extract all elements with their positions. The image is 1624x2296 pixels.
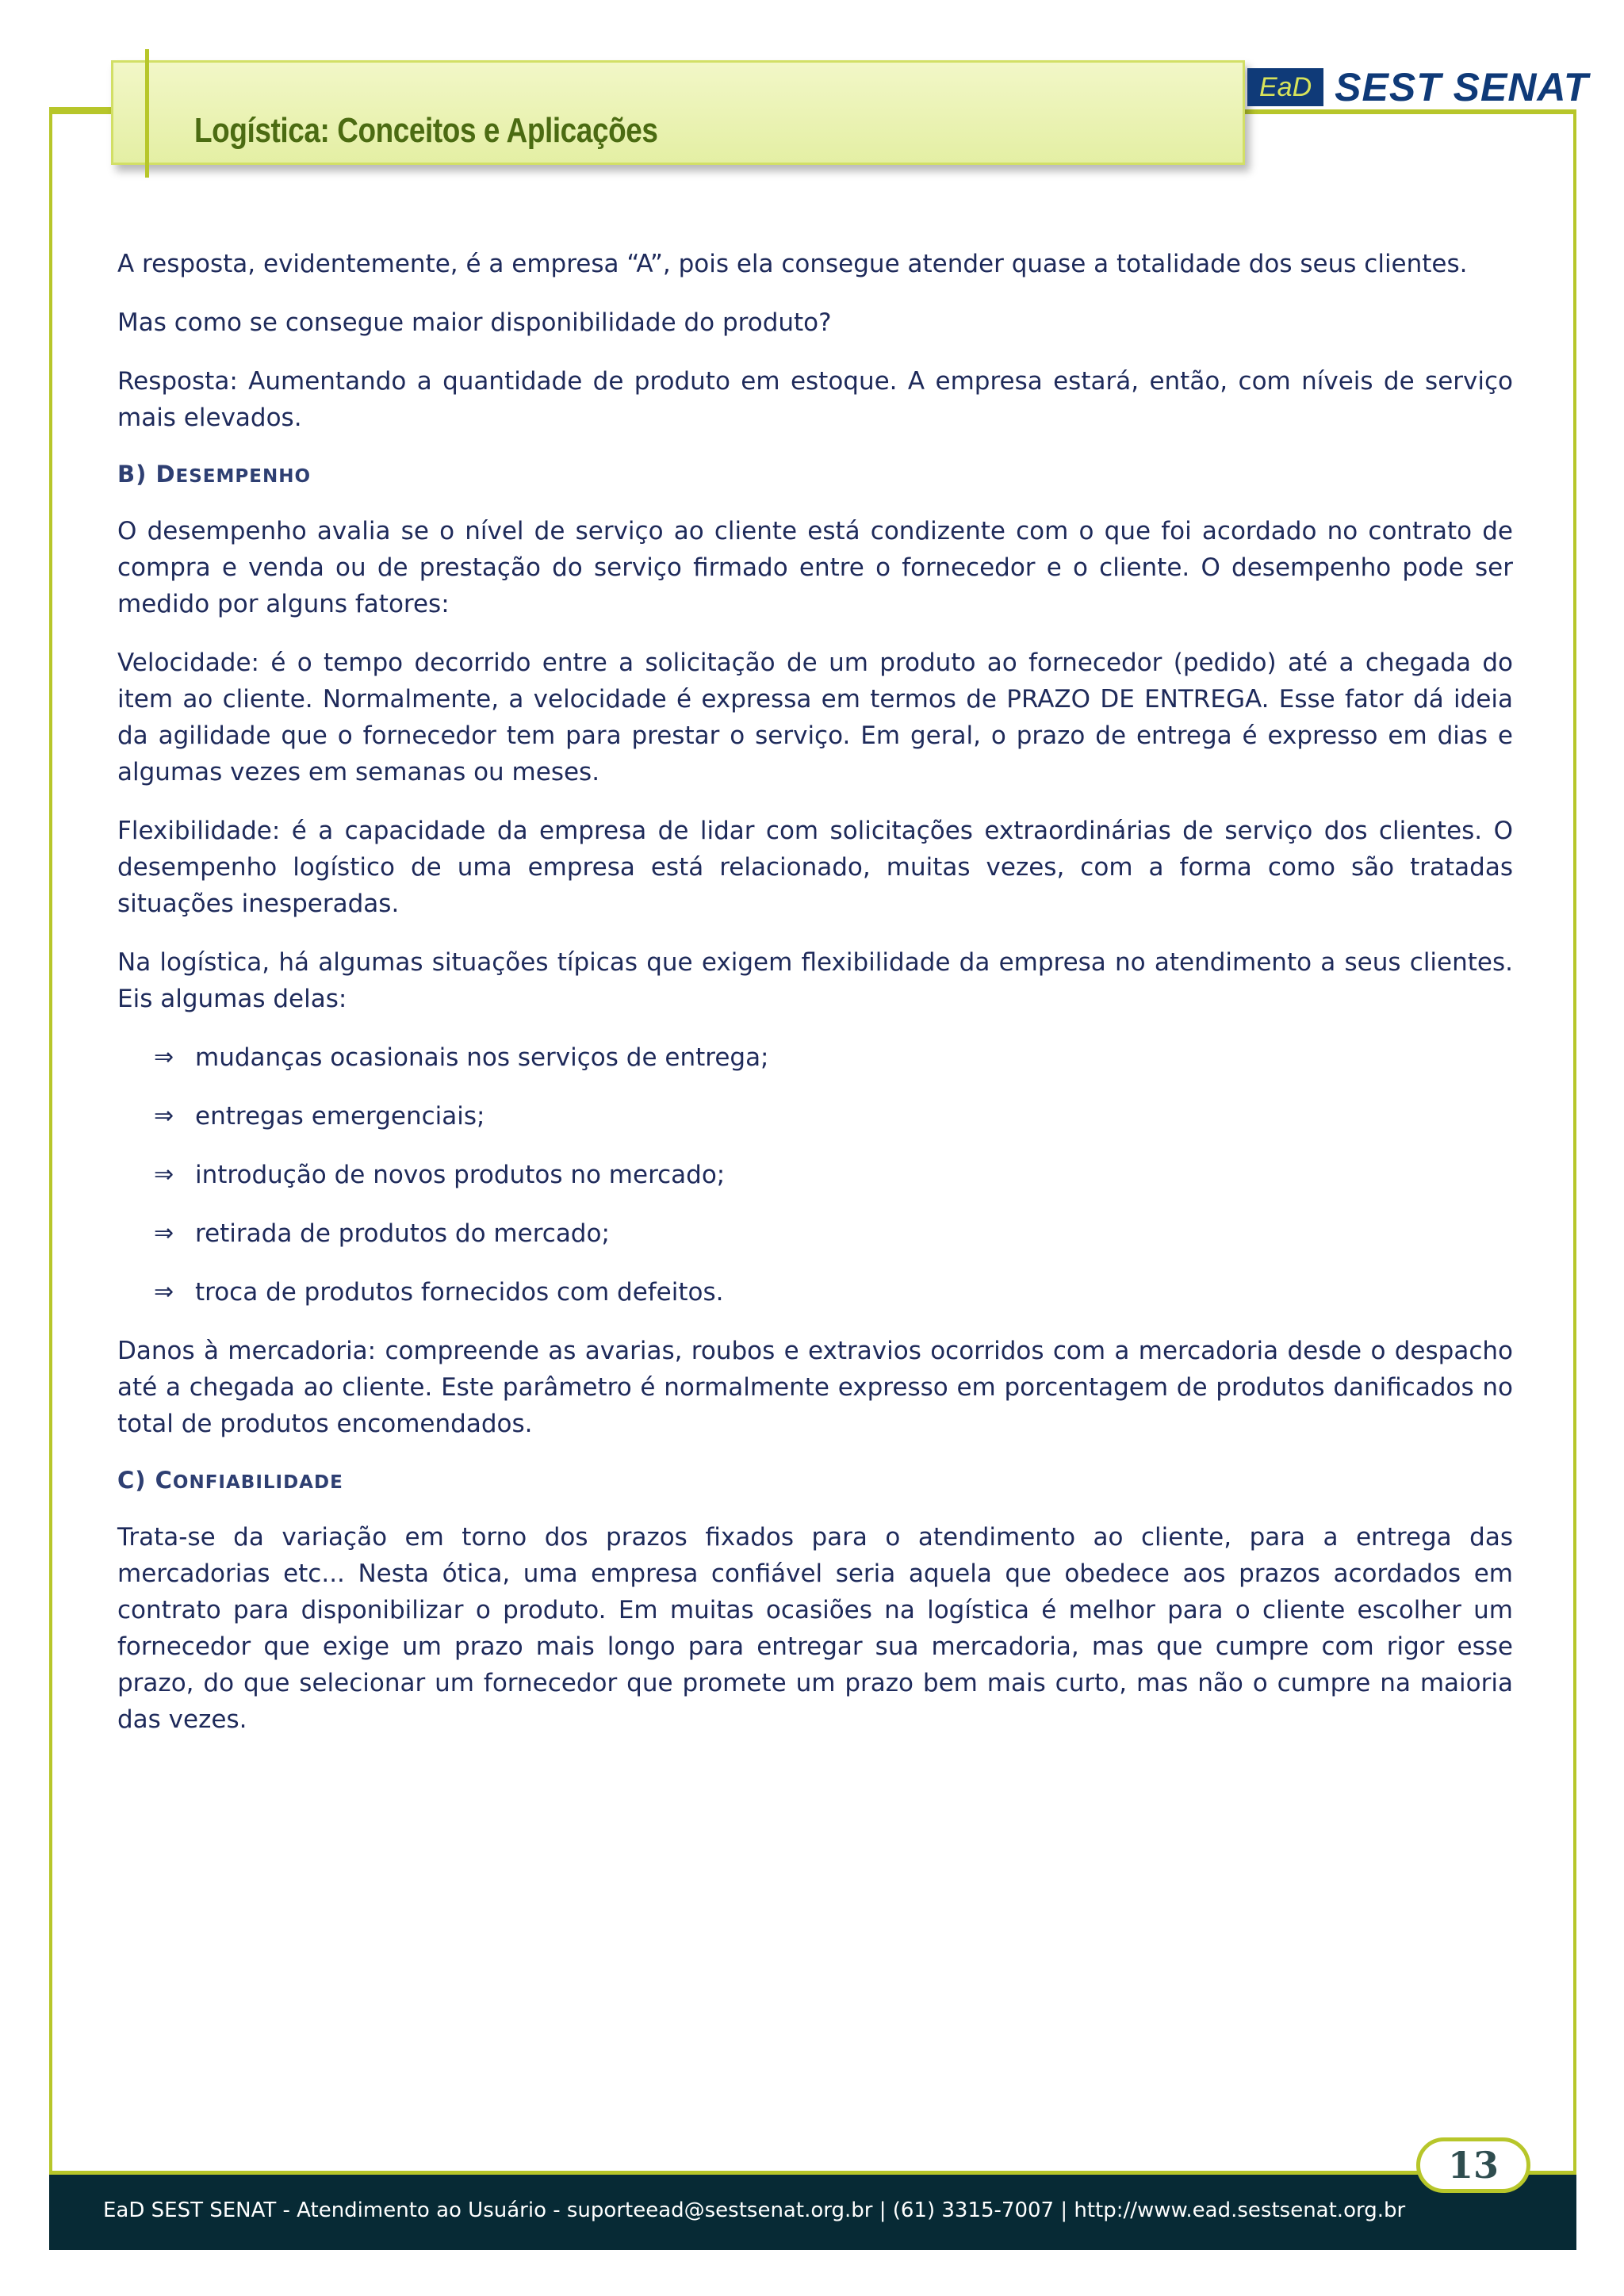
arrow-icon: ⇒	[154, 1161, 174, 1188]
banner-divider	[145, 49, 149, 178]
paragraph-flexibilidade: Flexibilidade: é a capacidade da empresa de lidar com solicitações extraordinárias de serviço dos clientes. O desempenho logístico de uma empresa está relacionado, muitas vezes, com a forma como são tratadas situações inesperadas.	[117, 817, 1513, 918]
footer-bar	[49, 2171, 1576, 2250]
list-item: ⇒ introdução de novos produtos no mercado;	[117, 1157, 1513, 1193]
situations-list	[117, 1039, 1513, 1311]
section-heading-confiabilidade	[117, 1464, 1513, 1498]
list-item: ⇒ entregas emergenciais;	[117, 1098, 1513, 1135]
heading-rest: ESEMPENHO	[175, 466, 312, 487]
arrow-icon: ⇒	[154, 1278, 174, 1306]
footer-contact-text: EaD SEST SENAT - Atendimento ao Usuário - suporteead@sestsenat.org.br | (61) 3315-7007 | http://www.ead.sestsenat.org.br	[103, 2198, 1406, 2222]
heading-rest: ONFIABILIDADE	[172, 1472, 343, 1493]
sest-senat-logo	[1247, 65, 1589, 109]
heading-prefix: C) C	[117, 1467, 173, 1494]
logo-ead-badge: EaD	[1247, 68, 1323, 106]
list-item: ⇒ troca de produtos fornecidos com defeitos.	[117, 1274, 1513, 1311]
list-item: ⇒ retirada de produtos do mercado;	[117, 1215, 1513, 1252]
paragraph-danos: Danos à mercadoria: compreende as avarias, roubos e extravios ocorridos com a mercadoria desde o despacho até a chegada ao cliente. Este parâmetro é normalmente expresso em porcentagem de produtos danificados no total de produtos encomendados.	[117, 1337, 1513, 1438]
page-number: 13	[1416, 2137, 1530, 2193]
paragraph-velocidade: Velocidade: é o tempo decorrido entre a solicitação de um produto ao fornecedor (pedido) até a chegada do item ao cliente. Normalmente, a velocidade é expressa em termos de PRAZO DE ENTREGA. Esse fator dá ideia da agilidade que o fornecedor tem para prestar o serviço. Em geral, o prazo de entrega é expresso em dias e algumas vezes em semanas ou meses.	[117, 649, 1513, 786]
arrow-icon: ⇒	[154, 1102, 174, 1130]
logo-name: SEST SENAT	[1335, 65, 1589, 109]
arrow-icon: ⇒	[154, 1219, 174, 1247]
page-title: Logística: Conceitos e Aplicações	[194, 111, 658, 150]
list-item: ⇒ mudanças ocasionais nos serviços de entrega;	[117, 1039, 1513, 1076]
paragraph-response: Resposta: Aumentando a quantidade de produto em estoque. A empresa estará, então, com níveis de serviço mais elevados.	[117, 367, 1513, 432]
section-heading-desempenho	[117, 458, 1513, 492]
paragraph-confiabilidade: Trata-se da variação em torno dos prazos fixados para o atendimento ao cliente, para a entrega das mercadorias etc... Nesta ótica, uma empresa confiável seria aquela que obedece aos prazos acordados em contrato para disponibilizar o produto. Em muitas ocasiões na logística é melhor para o cliente escolher um fornecedor que exige um prazo mais longo para entregar sua mercadoria, mas que cumpre com rigor esse prazo, do que selecionar um fornecedor que promete um prazo bem mais curto, mas não o cumpre na maioria das vezes.	[117, 1523, 1513, 1734]
heading-prefix: B) D	[117, 461, 176, 488]
paragraph-answer: A resposta, evidentemente, é a empresa “A”, pois ela consegue atender quase a totalidade dos seus clientes.	[117, 250, 1468, 278]
arrow-icon: ⇒	[154, 1043, 174, 1071]
frame-accent	[49, 107, 113, 113]
paragraph-desempenho: O desempenho avalia se o nível de serviço ao cliente está condizente com o que foi acordado no contrato de compra e venda ou de prestação do serviço firmado entre o fornecedor e o cliente. O desempenho pode ser medido por alguns fatores:	[117, 517, 1513, 618]
paragraph-situacoes: Na logística, há algumas situações típicas que exigem flexibilidade da empresa no atendimento a seus clientes. Eis algumas delas:	[117, 948, 1513, 1013]
main-content	[117, 246, 1513, 1760]
paragraph-question: Mas como se consegue maior disponibilidade do produto?	[117, 308, 832, 337]
